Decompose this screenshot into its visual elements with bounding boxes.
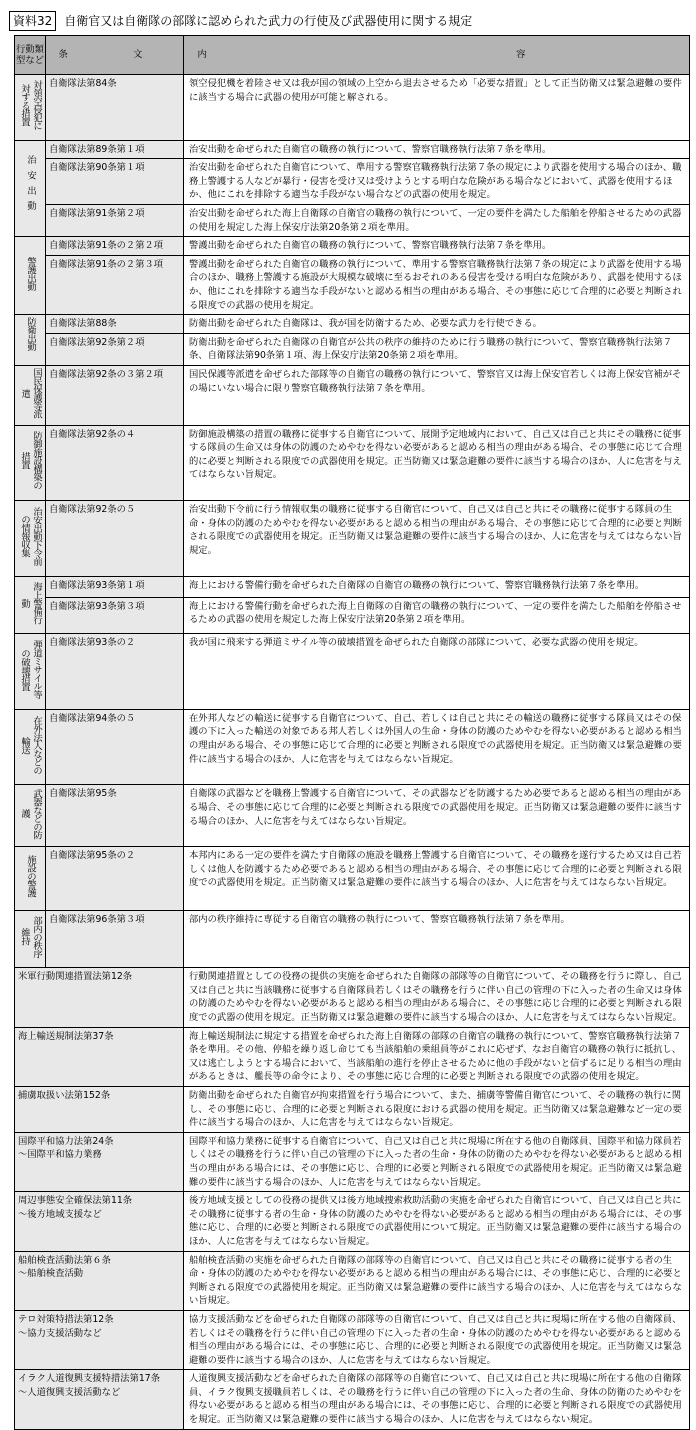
category-label: 弾道ミサイル等の破壊措置: [19, 640, 42, 699]
content-cell: 協力支援活動などを命ぜられた自衛隊の部隊等の自衛官について、自己又は自己と共に現場に所在する他の自衛隊員、若しくはその職務を行うに伴い自己の管理の下に入った者の生命・身体の防護のためやむを得ない必要があると認める相当の理由がある場合には、その事態に応じ、合理的に必要と判断される限度での武器使用を規定。正当防衛又は緊急避難の要件に該当する場合のほか、人に危害を与えてはならない旨規定。: [184, 1310, 690, 1369]
content-cell: 防衛出動を命ぜられた自衛隊は、我が国を防衛するため、必要な武力を行使できる。: [184, 315, 690, 334]
table-row: [15, 1087, 690, 1133]
content-cell: 国民保護等派遣を命ぜられた部隊等の自衛官の職務の執行について、警察官又は海上保安官若しくは海上保安官補がその場にいない場合に限り警察官職務執行法第７条を準用。: [184, 365, 690, 425]
category-cell: [15, 365, 46, 425]
category-label: 部内の秩序維持: [19, 915, 42, 958]
document-number-badge: 資料32: [9, 11, 56, 31]
law-cell: 自衛隊法第91条第２項: [46, 204, 184, 236]
content-cell: 治安出動を命ぜられた海上自衛隊の自衛官の職務の執行について、一定の要件を満たした船舶を停船させるための武器の使用を規定した海上保安庁法第20条第２項を準用。: [184, 204, 690, 236]
content-cell: 船舶検査活動の実施を命ぜられた自衛隊の部隊等の自衛官について、自己又は自己と共にその職務に従事する者の生命・身体の防護のためやむを得ない必要があると認める相当の理由がある場合には、その事態に応じ、合理的に必要と判断される限度での武器使用を規定。正当防衛又は緊急避難の要件に該当する場合のほか、人に危害を与えてはならない旨規定。: [184, 1251, 690, 1310]
law-cell: 自衛隊法第93条第１項: [46, 576, 184, 597]
table-row: [15, 597, 690, 634]
law-cell: 自衛隊法第90条第１項: [46, 159, 184, 205]
content-cell: 我が国に飛来する弾道ミサイル等の破壊措置を命ぜられた自衛隊の部隊について、必要な武器の使用を規定。: [184, 634, 690, 710]
category-label: 警護出動: [25, 256, 36, 290]
content-cell: 後方地域支援としての役務の提供又は後方地域捜索救助活動の実施を命ぜられた自衛官について、自己又は自己と共にその職務に従事する者の生命・身体の防護のためやむを得ない必要があると認める相当の理由がある場合には、その事態に応じ、合理的に必要と判断される限度での武器使用について規定。正当防衛又は緊急避難の要件に該当する場合のほか、人に危害を与えてはならない旨規定。: [184, 1192, 690, 1251]
content-cell: 防御施設構築の措置の職務に従事する自衛官について、展開予定地域内において、自己又は自己と共にその職務に従事する隊員の生命又は身体の防護のためやむを得ない必要があると認める相当の理由がある場合、その事態に応じて合理的に必要と判断される限度での武器使用を規定。正当防衛又は緊急避難の要件に該当する場合のほか、人に危害を与えてはならない旨規定。: [184, 425, 690, 501]
category-cell: [15, 709, 46, 785]
content-cell: 自衛隊の武器などを職務上警護する自衛官について、その武器などを防護するため必要であると認める相当の理由がある場合、その事態に応じて合理的に必要と判断される限度での武器使用を規定。正当防衛又は緊急避難の要件に該当する場合のほか、人に危害を与えてはならない旨規定。: [184, 785, 690, 847]
table-row: [15, 576, 690, 597]
table-row: [15, 140, 690, 159]
table-row: [15, 1310, 690, 1369]
content-cell: 治安出動を命ぜられた自衛官について、準用する警察官職務執行法第７条の規定により武器を使用する場合のほか、職務上警護する人などが暴行・侵害を受け又は受けようとする明白な危険がある場合などにおいて、武器を使用するほか、他にこれを排除する適当な手段がない場合などの武器の使用を規定。: [184, 159, 690, 205]
content-cell: 本邦内にある一定の要件を満たす自衛隊の施設を職務上警護する自衛官について、その職務を遂行するため又は自己若しくは他人を防護するため必要であると認める相当の理由がある場合、その事態に応じて合理的に必要と判断される限度での武器使用を規定。正当防衛又は緊急避難の要件に該当する場合のほか、人に危害を与えてはならない旨規定。: [184, 847, 690, 911]
law-cell: 海上輸送規制法第37条: [15, 1027, 184, 1086]
law-cell: 自衛隊法第92条の３第２項: [46, 365, 184, 425]
category-cell: [15, 425, 46, 501]
table-row: [15, 75, 690, 141]
category-label: 施設の警護: [25, 855, 36, 897]
table-row: [15, 847, 690, 911]
table-row: [15, 365, 690, 425]
law-cell: 自衛隊法第93条第３項: [46, 597, 184, 634]
document-heading: [9, 10, 472, 32]
category-cell: [15, 910, 46, 968]
category-label: 治安出動: [25, 155, 36, 217]
table-row: [15, 709, 690, 785]
category-cell: [15, 501, 46, 577]
document-title: 自衛官又は自衛隊の部隊に認められた武力の行使及び武器使用に関する規定: [64, 14, 473, 28]
law-cell: 自衛隊法第92条の５: [46, 501, 184, 577]
content-cell: 警護出動を命ぜられた自衛官の職務の執行について、準用する警察官職務執行法第７条の規定により武器を使用する場合のほか、職務上警護する施設が大規模な破壊に至るおそれのある侵害を受ける明白な危険があり、武器を使用するほか、他にこれを排除する適当な手段がないと認める相当の理由がある場合、その事態に応じて合理的に必要と判断される限度での武器の使用を規定。: [184, 255, 690, 314]
table-row: [15, 968, 690, 1027]
law-cell: 自衛隊法第88条: [46, 315, 184, 334]
content-cell: 海上における警備行動を命ぜられた自衛隊の自衛官の職務の執行について、警察官職務執行法第７条を準用。: [184, 576, 690, 597]
law-cell: 国際平和協力法第24条 ～国際平和協力業務: [15, 1132, 184, 1191]
content-cell: 防衛出動を命ぜられた自衛官が拘束措置を行う場合について、また、捕虜等警備自衛官について、その職務の執行に関し、その事態に応じ、合理的に必要と判断される限度における武器の使用を規定。正当防衛又は緊急避難など一定の要件に該当する場合のほか、人に危害を与えてはならない旨規定。: [184, 1087, 690, 1133]
content-cell: 治安出動を命ぜられた自衛官の職務の執行について、警察官職務執行法第７条を準用。: [184, 140, 690, 159]
table-row: [15, 204, 690, 236]
category-cell: [15, 140, 46, 237]
table-row: [15, 1027, 690, 1086]
law-cell: 自衛隊法第96条第３項: [46, 910, 184, 968]
table-row: [15, 910, 690, 968]
category-cell: [15, 847, 46, 911]
content-cell: 治安出動下令前に行う情報収集の職務に従事する自衛官について、自己又は自己と共にその職務に従事する隊員の生命・身体の防護のためやむを得ない必要があると認める相当の理由がある場合、その事態に応じて合理的に必要と判断される限度での武器使用を規定。正当防衛又は緊急避難の要件に該当する場合のほか、人に危害を与えてはならない旨規定。: [184, 501, 690, 577]
category-cell: [15, 315, 46, 366]
table-row: [15, 1370, 690, 1429]
law-cell: 自衛隊法第93条の２: [46, 634, 184, 710]
category-label: 国民保護等派遣: [19, 368, 42, 418]
law-cell: 自衛隊法第91条の２第３項: [46, 255, 184, 314]
content-cell: 領空侵犯機を着陸させ又は我が国の領域の上空から退去させるため「必要な措置」として正当防衛又は緊急避難の要件に該当する場合に武器の使用が可能と解される。: [184, 75, 690, 141]
table-row: [15, 315, 690, 334]
law-cell: 自衛隊法第95条の２: [46, 847, 184, 911]
category-label: 海上警備行動: [19, 581, 42, 624]
law-cell: 自衛隊法第89条第１項: [46, 140, 184, 159]
table-row: [15, 785, 690, 847]
header-content: [184, 36, 690, 75]
table-row: [15, 634, 690, 710]
regulations-table: [14, 35, 690, 1430]
table-row: [15, 1132, 690, 1191]
category-label: 防御施設構築の措置: [19, 431, 42, 490]
category-label: 防衛出動: [25, 317, 36, 351]
category-cell: [15, 785, 46, 847]
category-label: 対領空侵犯に対する措置: [19, 80, 42, 130]
law-cell: テロ対策特措法第12条 ～協力支援活動など: [15, 1310, 184, 1369]
law-cell: 米軍行動関連措置法第12条: [15, 968, 184, 1027]
category-label: 在外法人などの輸送: [19, 715, 42, 774]
category-label: 治安出動下令前の情報収集: [19, 507, 42, 566]
header-action-type: 行動類型など: [15, 36, 46, 75]
content-cell: 部内の秩序維持に専従する自衛官の職務の執行について、警察官職務執行法第７条を準用。: [184, 910, 690, 968]
law-cell: イラク人道復興支援特措法第17条 ～人道復興支援活動など: [15, 1370, 184, 1429]
law-cell: 自衛隊法第91条の２第２項: [46, 237, 184, 256]
table-row: [15, 1251, 690, 1310]
law-cell: 船舶検査活動法第６条 ～船舶検査活動: [15, 1251, 184, 1310]
content-cell: 人道復興支援活動などを命ぜられた自衛隊の部隊等の自衛官について、自己又は自己と共に現場に所在する他の自衛隊員、イラク復興支援職員若しくは、その職務を行うに伴い自己の管理の下に入った者の生命、身体の防衛のためやむを得ない必要があると認める相当の理由がある場合には、その事態に応じ、合理的に必要と判断される限度での武器使用を規定。正当防衛又は緊急避難の要件に該当する場合のほか、人に危害を与えてはならない規定。: [184, 1370, 690, 1429]
law-cell: 自衛隊法第94条の５: [46, 709, 184, 785]
content-cell: 行動関連措置としての役務の提供の実施を命ぜられた自衛隊の部隊等の自衛官について、その職務を行うに際し、自己又は自己と共に当該職務に従事する自衛隊員若しくはその職務を行うに伴い自己の管理の下に入った者の生命又は身体の防護のためやむを得ない必要があると認める相当の理由がある場合に、その事態に応じ合理的に必要と判断される限度での武器の使用を規定。正当防衛又は緊急避難の要件に該当する場合のほか、人に危害を与えてはならない旨規定。: [184, 968, 690, 1027]
header-content-label: 内 容: [197, 49, 676, 61]
category-cell: [15, 237, 46, 315]
header-article: [46, 36, 184, 75]
law-cell: 自衛隊法第92条の４: [46, 425, 184, 501]
table-row: [15, 255, 690, 314]
content-cell: 防衛出動を命ぜられた自衛隊の自衛官が公共の秩序の維持のために行う職務の執行について、警察官職務執行法第７条、自衛隊法第90条第１項、海上保安庁法第20条第２項を準用。: [184, 333, 690, 365]
table-row: [15, 1192, 690, 1251]
law-cell: 自衛隊法第92条第２項: [46, 333, 184, 365]
header-article-label: 条 文: [58, 49, 171, 61]
category-label: 武器などの防護: [19, 788, 42, 839]
law-cell: 捕虜取扱い法第152条: [15, 1087, 184, 1133]
content-cell: 在外邦人などの輸送に従事する自衛官について、自己、若しくは自己と共にその輸送の職務に従事する隊員又はその保護の下に入った輸送の対象である邦人若しくは外国人の生命・身体の防護のためやむを得ない必要があると認める相当の理由がある場合、その事態に応じて合理的に必要と判断される限度での武器使用を規定。正当防衛又は緊急避難の要件に該当する場合のほか、人に危害を与えてはならない旨規定。: [184, 709, 690, 785]
category-cell: [15, 75, 46, 141]
content-cell: 海上輸送規制法に規定する措置を命ぜられた海上自衛隊の部隊の自衛官の職務の執行について、警察官職務執行法第７条を準用。その他、停船を繰り返し命じても当該船舶の乗組員等がこれに応ぜず、なお自衛官の職務の執行に抵抗し、又は逃亡しようとする場合において、当該船舶の進行を停止させるために他の手段がないと信ずるに足りる相当の理由があるときは、艦長等の命令により、その事態に応じ合理的に必要と判断される限度での武器の使用を規定。: [184, 1027, 690, 1086]
table-row: [15, 237, 690, 256]
law-cell: 自衛隊法第95条: [46, 785, 184, 847]
category-cell: [15, 634, 46, 710]
table-header-row: [15, 36, 690, 75]
category-cell: [15, 576, 46, 634]
law-cell: 周辺事態安全確保法第11条 ～後方地域支援など: [15, 1192, 184, 1251]
content-cell: 警護出動を命ぜられた自衛官の職務の執行について、警察官職務執行法第７条を準用。: [184, 237, 690, 256]
content-cell: 国際平和協力業務に従事する自衛官について、自己又は自己と共に現場に所在する他の自衛隊員、国際平和協力隊員若しくはその職務を行うに伴い自己の管理の下に入った者の生命・身体の防衛のためやむを得ない必要があると認める相当の理由がある場合には、その事態に応じ、合理的に必要と判断される限度での武器使用を規定。正当防衛又は緊急避難の要件に該当する場合のほか、人に危害を与えてはならない旨規定。: [184, 1132, 690, 1191]
table-row: [15, 501, 690, 577]
table-row: [15, 425, 690, 501]
table-row: [15, 159, 690, 205]
table-row: [15, 333, 690, 365]
law-cell: 自衛隊法第84条: [46, 75, 184, 141]
content-cell: 海上における警備行動を命ぜられた海上自衛隊の自衛官の職務の執行について、一定の要件を満たした船舶を停船させるための武器の使用を規定した海上保安庁法第20条第２項を準用。: [184, 597, 690, 634]
